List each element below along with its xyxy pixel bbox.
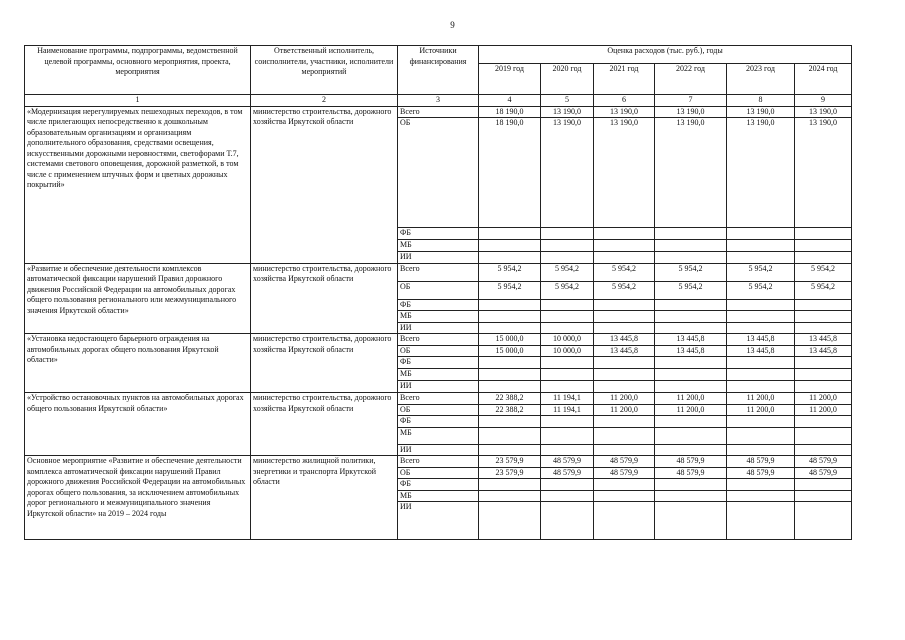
amount-cell: [541, 322, 594, 334]
amount-cell: [655, 228, 727, 240]
column-index: 6: [594, 95, 655, 107]
funding-source-cell: Всего: [398, 334, 479, 346]
header-sources: Источники финансирования: [398, 46, 479, 95]
amount-cell: 48 579,9: [541, 467, 594, 479]
amount-cell: 5 954,2: [594, 281, 655, 299]
amount-cell: [594, 252, 655, 264]
column-index: 4: [479, 95, 541, 107]
amount-cell: 48 579,9: [594, 467, 655, 479]
amount-cell: [727, 357, 795, 369]
amount-cell: [541, 427, 594, 444]
amount-cell: 13 445,8: [727, 345, 795, 357]
amount-cell: [727, 228, 795, 240]
amount-cell: [541, 252, 594, 264]
amount-cell: [594, 502, 655, 540]
amount-cell: 13 190,0: [541, 106, 594, 118]
amount-cell: 13 445,8: [594, 334, 655, 346]
amount-cell: [795, 299, 852, 311]
amount-cell: [479, 240, 541, 252]
amount-cell: [479, 381, 541, 393]
amount-cell: 13 190,0: [655, 106, 727, 118]
amount-cell: 48 579,9: [655, 467, 727, 479]
amount-cell: [594, 427, 655, 444]
amount-cell: [727, 299, 795, 311]
amount-cell: [727, 490, 795, 502]
amount-cell: 11 200,0: [727, 404, 795, 416]
amount-cell: [727, 311, 795, 323]
amount-cell: 11 200,0: [594, 393, 655, 405]
amount-cell: [541, 228, 594, 240]
amount-cell: [655, 490, 727, 502]
amount-cell: [655, 311, 727, 323]
amount-cell: [479, 311, 541, 323]
amount-cell: 15 000,0: [479, 345, 541, 357]
amount-cell: [594, 357, 655, 369]
amount-cell: [795, 381, 852, 393]
amount-cell: 18 190,0: [479, 118, 541, 228]
amount-cell: 13 190,0: [594, 118, 655, 228]
amount-cell: [594, 240, 655, 252]
amount-cell: [594, 381, 655, 393]
header-name: Наименование программы, подпрограммы, ведомственной целевой программы, основного мероприятия, проекта, мероприятия: [25, 46, 251, 95]
amount-cell: 10 000,0: [541, 345, 594, 357]
table-row: [25, 456, 852, 468]
funding-source-cell: ФБ: [398, 299, 479, 311]
amount-cell: [479, 444, 541, 456]
funding-source-cell: ИИ: [398, 322, 479, 334]
funding-source-cell: ОБ: [398, 281, 479, 299]
amount-cell: [795, 416, 852, 428]
amount-cell: [727, 479, 795, 491]
amount-cell: [594, 228, 655, 240]
amount-cell: [541, 311, 594, 323]
amount-cell: 5 954,2: [795, 281, 852, 299]
amount-cell: 13 190,0: [795, 118, 852, 228]
column-index: 9: [795, 95, 852, 107]
amount-cell: [727, 381, 795, 393]
amount-cell: [655, 252, 727, 264]
amount-cell: 10 000,0: [541, 334, 594, 346]
funding-source-cell: Всего: [398, 263, 479, 281]
column-index: 1: [25, 95, 251, 107]
header-year: 2023 год: [727, 64, 795, 95]
amount-cell: 48 579,9: [541, 456, 594, 468]
amount-cell: 5 954,2: [655, 263, 727, 281]
amount-cell: 5 954,2: [655, 281, 727, 299]
amount-cell: 5 954,2: [795, 263, 852, 281]
measure-name-cell: «Установка недостающего барьерного ограждения на автомобильных дорогах общего пользования Иркутской области»: [25, 334, 251, 393]
amount-cell: [795, 311, 852, 323]
amount-cell: 13 190,0: [727, 106, 795, 118]
header-cost: Оценка расходов (тыс. руб.), годы: [479, 46, 852, 64]
column-index: 7: [655, 95, 727, 107]
amount-cell: [727, 427, 795, 444]
measure-name-cell: «Развитие и обеспечение деятельности комплексов автоматической фиксации нарушений Правил дорожного движения Российской Федерации на автомобильных дорогах общего пользования регионального или межмуниципального значения Иркутской области»: [25, 263, 251, 334]
amount-cell: 13 190,0: [727, 118, 795, 228]
funding-source-cell: МБ: [398, 427, 479, 444]
amount-cell: [795, 444, 852, 456]
amount-cell: [795, 502, 852, 540]
amount-cell: [541, 490, 594, 502]
table-row: [25, 106, 852, 118]
amount-cell: [795, 240, 852, 252]
amount-cell: [727, 240, 795, 252]
amount-cell: [541, 299, 594, 311]
funding-source-cell: ОБ: [398, 467, 479, 479]
funding-source-cell: ФБ: [398, 228, 479, 240]
header-year: 2020 год: [541, 64, 594, 95]
amount-cell: 48 579,9: [727, 456, 795, 468]
amount-cell: 15 000,0: [479, 334, 541, 346]
amount-cell: [727, 502, 795, 540]
responsible-cell: министерство жилищной политики, энергетики и транспорта Иркутской области: [251, 456, 398, 540]
amount-cell: [594, 369, 655, 381]
amount-cell: 13 445,8: [594, 345, 655, 357]
amount-cell: [655, 369, 727, 381]
amount-cell: 11 200,0: [727, 393, 795, 405]
funding-source-cell: ОБ: [398, 118, 479, 228]
table-row: [25, 393, 852, 405]
amount-cell: 5 954,2: [541, 263, 594, 281]
amount-cell: [541, 444, 594, 456]
amount-cell: [655, 427, 727, 444]
funding-source-cell: ИИ: [398, 502, 479, 540]
amount-cell: [541, 502, 594, 540]
amount-cell: [795, 228, 852, 240]
header-year: 2022 год: [655, 64, 727, 95]
amount-cell: [541, 416, 594, 428]
funding-source-cell: ОБ: [398, 404, 479, 416]
amount-cell: [795, 357, 852, 369]
amount-cell: [541, 479, 594, 491]
amount-cell: 13 445,8: [795, 334, 852, 346]
funding-source-cell: МБ: [398, 369, 479, 381]
amount-cell: 5 954,2: [479, 281, 541, 299]
amount-cell: 11 200,0: [594, 404, 655, 416]
measure-name-cell: «Модернизация нерегулируемых пешеходных переходов, в том числе прилегающих непосредственно к дошкольным образовательным организациям и организациям дополнительного образования, средствами освещения, искусственными дорожными неровностями, светофорами Т.7, системами светового оповещения, дорожной разметкой, в том числе с применением штучных форм и цветных дорожных покрытий»: [25, 106, 251, 263]
amount-cell: 13 190,0: [655, 118, 727, 228]
amount-cell: [479, 322, 541, 334]
amount-cell: [795, 322, 852, 334]
funding-source-cell: МБ: [398, 490, 479, 502]
amount-cell: [727, 416, 795, 428]
measure-name-cell: «Устройство остановочных пунктов на автомобильных дорогах общего пользования Иркутской области»: [25, 393, 251, 456]
responsible-cell: министерство строительства, дорожного хозяйства Иркутской области: [251, 334, 398, 393]
amount-cell: [479, 299, 541, 311]
amount-cell: [479, 369, 541, 381]
amount-cell: 48 579,9: [727, 467, 795, 479]
column-index: 3: [398, 95, 479, 107]
funding-source-cell: ИИ: [398, 381, 479, 393]
amount-cell: 13 190,0: [795, 106, 852, 118]
amount-cell: [727, 369, 795, 381]
amount-cell: 13 445,8: [795, 345, 852, 357]
amount-cell: 11 194,1: [541, 404, 594, 416]
funding-source-cell: МБ: [398, 240, 479, 252]
amount-cell: 22 388,2: [479, 393, 541, 405]
amount-cell: 5 954,2: [541, 281, 594, 299]
table-row: [25, 263, 852, 281]
amount-cell: 13 445,8: [655, 334, 727, 346]
amount-cell: [479, 228, 541, 240]
amount-cell: 48 579,9: [594, 456, 655, 468]
amount-cell: [594, 322, 655, 334]
amount-cell: [594, 311, 655, 323]
measure-name-cell: Основное мероприятие «Развитие и обеспечение деятельности комплекса автоматической фиксации нарушений Правил дорожного движения Российской Федерации на автомобильных дорогах общего пользования, за исключением автомобильных дорог регионального и межмуниципального значения Иркутской области» на 2019 – 2024 годы: [25, 456, 251, 540]
funding-source-cell: Всего: [398, 393, 479, 405]
amount-cell: 48 579,9: [795, 467, 852, 479]
responsible-cell: министерство строительства, дорожного хозяйства Иркутской области: [251, 393, 398, 456]
amount-cell: [594, 299, 655, 311]
amount-cell: [594, 490, 655, 502]
amount-cell: [795, 252, 852, 264]
amount-cell: [479, 252, 541, 264]
amount-cell: 11 200,0: [655, 393, 727, 405]
funding-source-cell: ИИ: [398, 252, 479, 264]
page-number: 9: [450, 20, 455, 30]
funding-source-cell: ИИ: [398, 444, 479, 456]
amount-cell: [655, 502, 727, 540]
amount-cell: [479, 416, 541, 428]
amount-cell: [594, 479, 655, 491]
header-year: 2019 год: [479, 64, 541, 95]
amount-cell: 18 190,0: [479, 106, 541, 118]
amount-cell: [541, 240, 594, 252]
amount-cell: [655, 357, 727, 369]
amount-cell: [655, 299, 727, 311]
amount-cell: 13 190,0: [541, 118, 594, 228]
amount-cell: 11 200,0: [795, 404, 852, 416]
table-row: [25, 334, 852, 346]
amount-cell: [655, 322, 727, 334]
amount-cell: 48 579,9: [795, 456, 852, 468]
amount-cell: [655, 240, 727, 252]
funding-source-cell: ФБ: [398, 416, 479, 428]
amount-cell: 13 445,8: [655, 345, 727, 357]
header-responsible: Ответственный исполнитель, соисполнители, участники, исполнители мероприятий: [251, 46, 398, 95]
amount-cell: 48 579,9: [655, 456, 727, 468]
amount-cell: [479, 357, 541, 369]
amount-cell: 23 579,9: [479, 467, 541, 479]
funding-source-cell: ОБ: [398, 345, 479, 357]
amount-cell: 11 200,0: [655, 404, 727, 416]
amount-cell: [655, 479, 727, 491]
funding-source-cell: МБ: [398, 311, 479, 323]
amount-cell: [541, 369, 594, 381]
amount-cell: 23 579,9: [479, 456, 541, 468]
responsible-cell: министерство строительства, дорожного хозяйства Иркутской области: [251, 263, 398, 334]
funding-source-cell: ФБ: [398, 357, 479, 369]
amount-cell: [479, 502, 541, 540]
amount-cell: [594, 416, 655, 428]
amount-cell: [727, 322, 795, 334]
header-year: 2024 год: [795, 64, 852, 95]
amount-cell: [795, 479, 852, 491]
amount-cell: 5 954,2: [479, 263, 541, 281]
amount-cell: 13 445,8: [727, 334, 795, 346]
funding-source-cell: Всего: [398, 456, 479, 468]
amount-cell: [727, 252, 795, 264]
amount-cell: [479, 479, 541, 491]
expenses-table: [24, 45, 852, 540]
amount-cell: 13 190,0: [594, 106, 655, 118]
amount-cell: 5 954,2: [594, 263, 655, 281]
amount-cell: 11 200,0: [795, 393, 852, 405]
amount-cell: [655, 416, 727, 428]
amount-cell: [795, 427, 852, 444]
amount-cell: 22 388,2: [479, 404, 541, 416]
amount-cell: [727, 444, 795, 456]
amount-cell: [541, 357, 594, 369]
amount-cell: [795, 490, 852, 502]
amount-cell: [479, 490, 541, 502]
amount-cell: [795, 369, 852, 381]
amount-cell: [541, 381, 594, 393]
header-year: 2021 год: [594, 64, 655, 95]
amount-cell: [655, 444, 727, 456]
amount-cell: 11 194,1: [541, 393, 594, 405]
amount-cell: 5 954,2: [727, 263, 795, 281]
column-index: 2: [251, 95, 398, 107]
amount-cell: [479, 427, 541, 444]
funding-source-cell: ФБ: [398, 479, 479, 491]
amount-cell: 5 954,2: [727, 281, 795, 299]
amount-cell: [655, 381, 727, 393]
funding-source-cell: Всего: [398, 106, 479, 118]
column-index: 5: [541, 95, 594, 107]
responsible-cell: министерство строительства, дорожного хозяйства Иркутской области: [251, 106, 398, 263]
amount-cell: [594, 444, 655, 456]
column-index: 8: [727, 95, 795, 107]
